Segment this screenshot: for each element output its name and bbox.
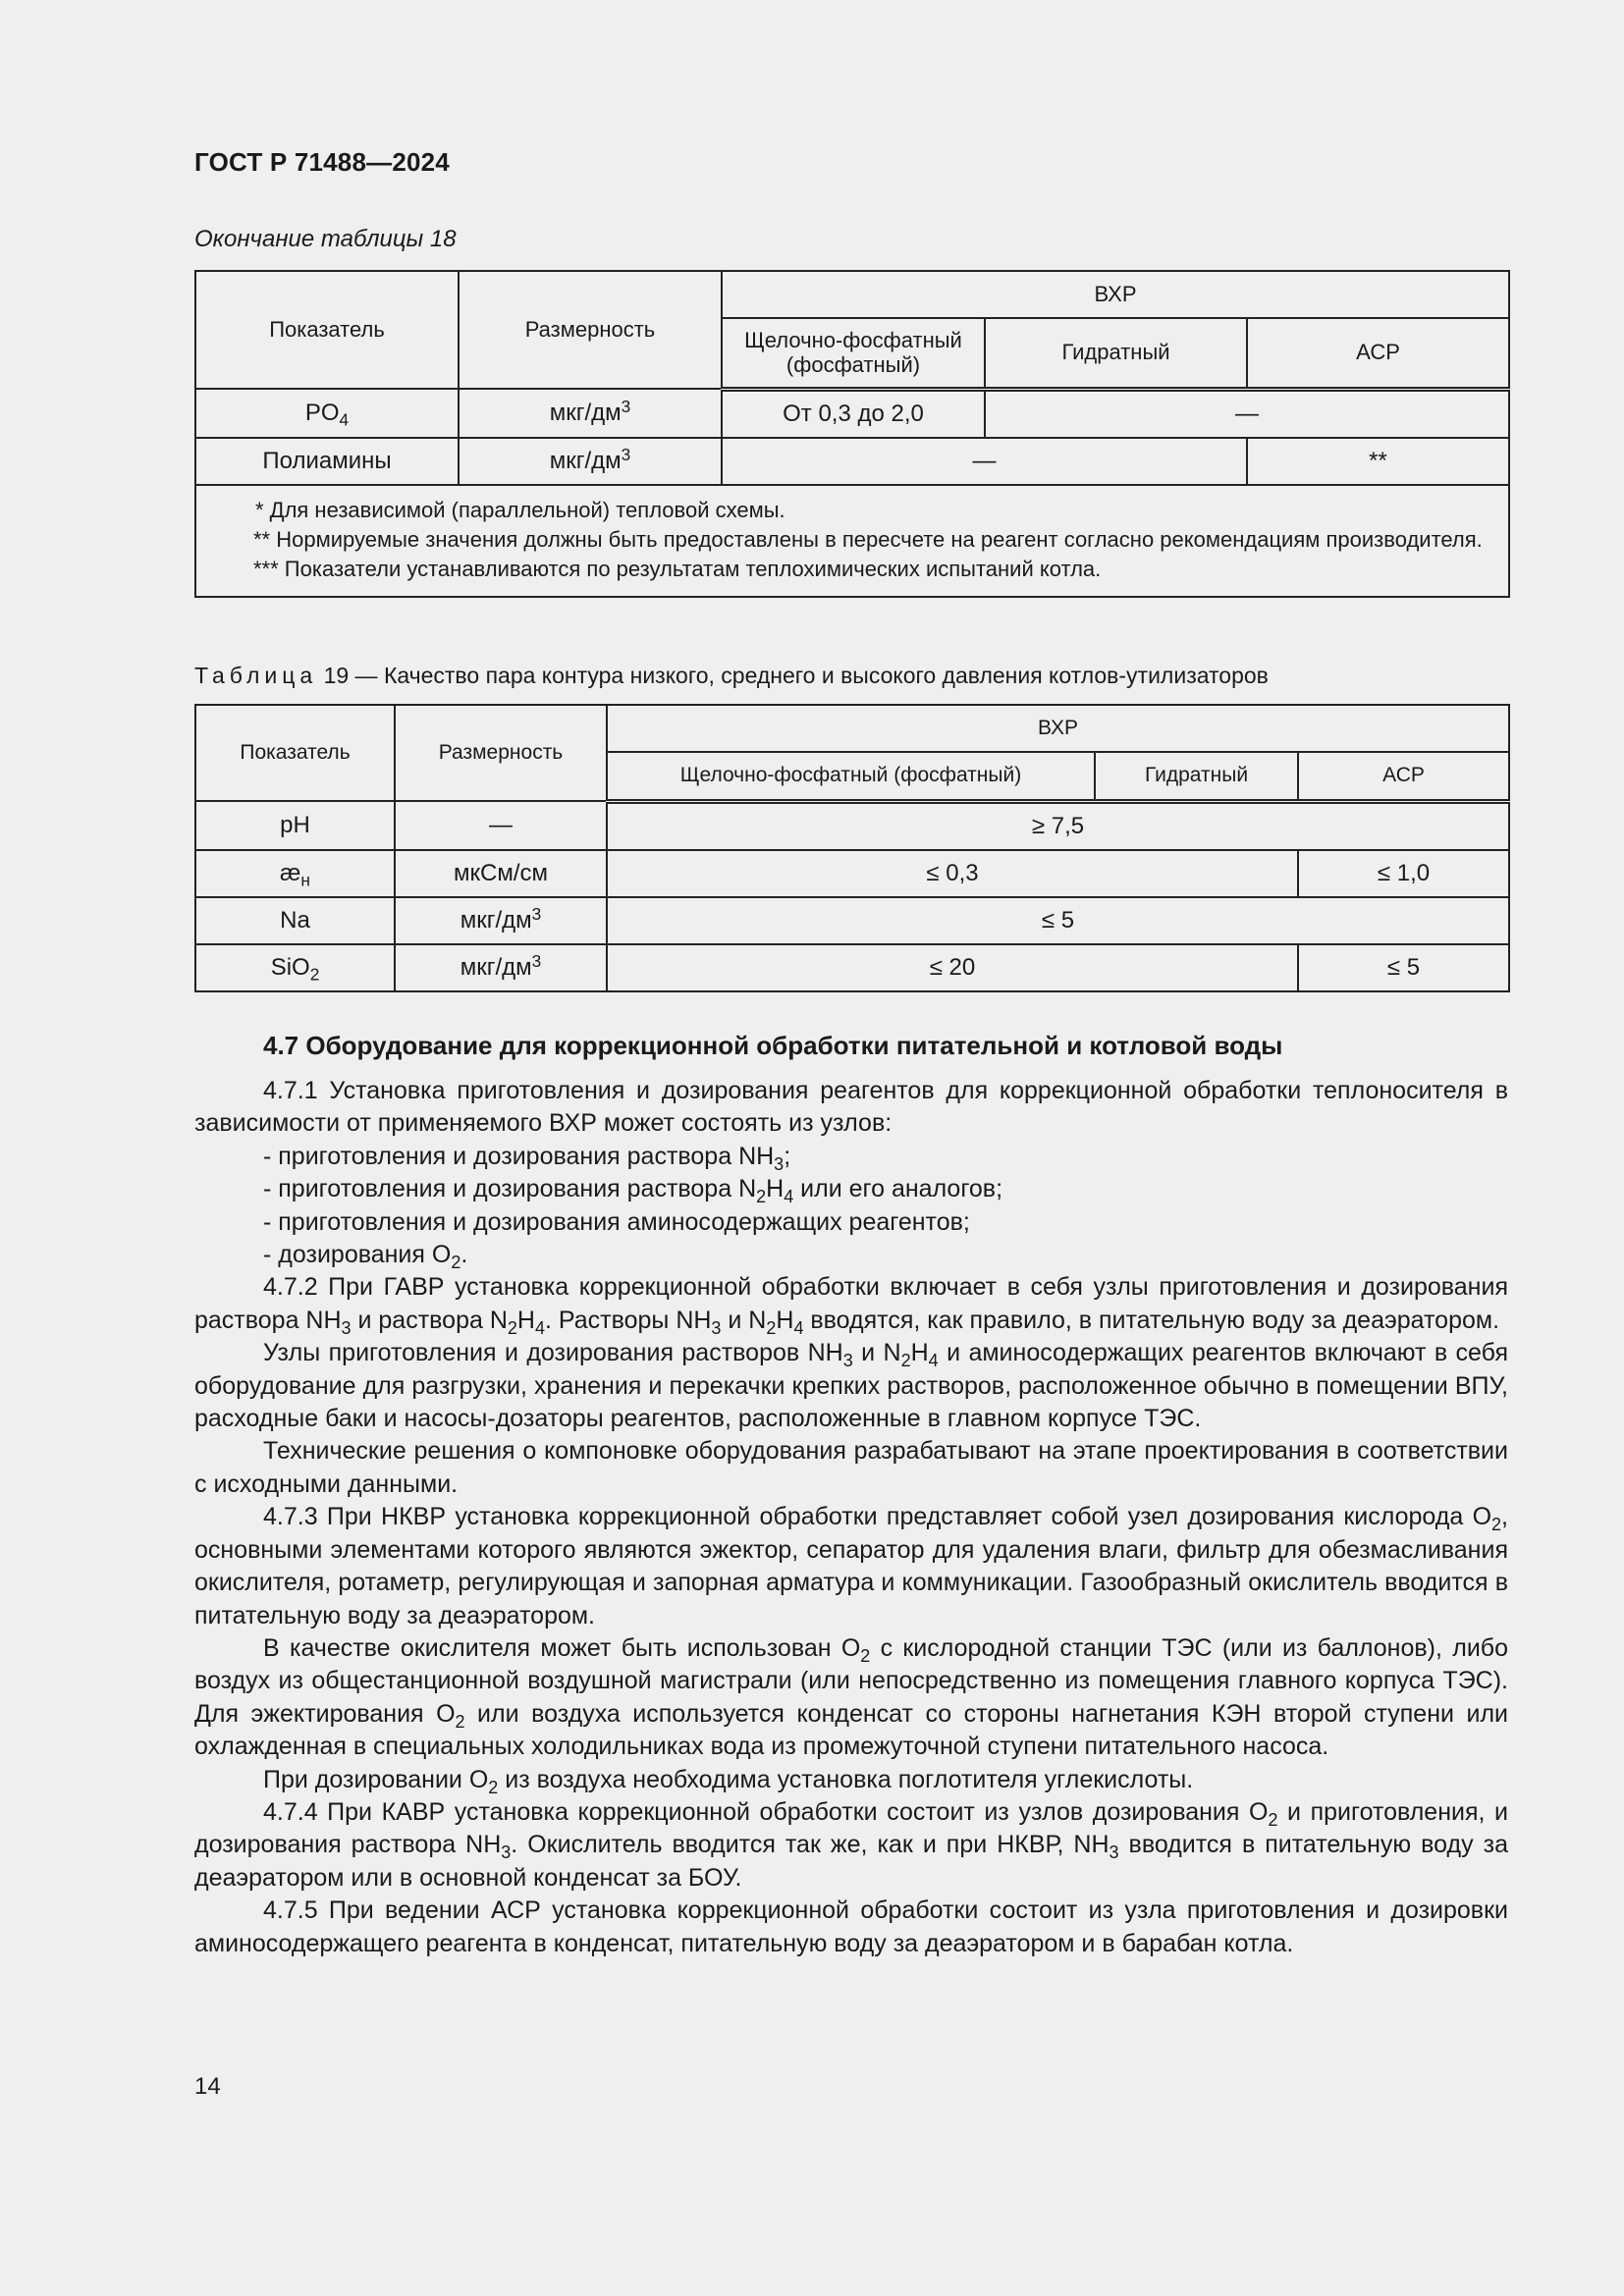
list-item: - приготовления и дозирования аминосодержащих реагентов; [263, 1207, 970, 1236]
list-item: - приготовления и дозирования раствора $N_2H_4$ или его аналогов; [263, 1175, 1003, 1206]
table-row [195, 850, 1509, 897]
header-unit: Размерность [395, 705, 607, 801]
table-row [195, 944, 1509, 991]
cell-value: ≤ 5 [1298, 944, 1509, 991]
cell-value: ** [1247, 438, 1509, 485]
table-18-continuation-caption: Окончание таблицы 18 [194, 226, 457, 252]
paragraph: При дозировании $O_2$ из воздуха необходима установка поглотителя углекислоты. [263, 1765, 1194, 1797]
table-18-notes [195, 485, 1509, 597]
cell-unit: мкг/$дм^3$ [459, 389, 722, 438]
header-unit: Размерность [459, 271, 722, 389]
header-hydrate: Гидратный [1095, 752, 1298, 801]
table-19-caption [194, 663, 1269, 689]
body-text [194, 1075, 1508, 1960]
cell-value: ≤ 20 [607, 944, 1298, 991]
cell-value: ≥ 7,5 [607, 801, 1509, 850]
cell-indicator: pH [195, 801, 395, 850]
header-vhr: ВХР [607, 705, 1509, 752]
header-hydrate: Гидратный [985, 318, 1247, 389]
header-asr: АСР [1298, 752, 1509, 801]
cell-indicator: $æ_н$ [195, 850, 395, 897]
table-row [195, 801, 1509, 850]
header-indicator: Показатель [195, 705, 395, 801]
table-row [195, 389, 1509, 438]
page-number: 14 [194, 2073, 221, 2100]
table-19 [194, 704, 1510, 992]
table-19-title: 19 — Качество пара контура низкого, среднего и высокого давления котлов-утилизаторов [323, 663, 1269, 688]
cell-indicator: $PO_4$ [195, 389, 459, 438]
paragraph: 4.7.5 При ведении АСР установка коррекционной обработки состоит из узла приготовления и дозировки аминосодержащего реагента в конденсат, питательную воду за деаэратором и в барабан котла. [194, 1896, 1508, 1957]
cell-indicator: Полиамины [195, 438, 459, 485]
cell-indicator: SiO$_2$ [195, 944, 395, 991]
list-item: - приготовления и дозирования раствора $NH_3$; [263, 1142, 791, 1174]
footnote: ** Нормируемые значения должны быть предоставлены в пересчете на реагент согласно рекомендациям производителя. [253, 526, 1483, 552]
header-indicator: Показатель [195, 271, 459, 389]
table-18 [194, 270, 1510, 598]
header-asr: АСР [1247, 318, 1509, 389]
paragraph: 4.7.2 При ГАВР установка коррекционной обработки включает в себя узлы приготовления и дозирования раствора $NH_3$ и раствора $N_2H_4$. Растворы $NH_3$ и $N_2H_4$ вводятся, как правило, в питательную воду за деаэратором. [194, 1273, 1508, 1338]
table-19-label: Таблица [194, 663, 318, 688]
paragraph: В качестве окислителя может быть использован $O_2$ с кислородной станции ТЭС (или из баллонов), либо воздух из общестанционной воздушной магистрали (или непосредственно из помещения главного корпуса ТЭС). Для эжектирования $O_2$ или воздуха используется конденсат со стороны нагнетания КЭН второй ступени или охлажденная в специальных холодильниках вода из промежуточной ступени питательного насоса. [194, 1633, 1509, 1761]
cell-unit: мкг/$дм^3$ [395, 944, 607, 991]
cell-unit: мкг/$дм^3$ [459, 438, 722, 485]
paragraph: 4.7.4 При КАВР установка коррекционной обработки состоит из узлов дозирования $O_2$ и приготовления, и дозирования раствора $NH_3$. Окислитель вводится так же, как и при НКВР, $NH_3$ вводится в питательную воду за деаэратором или в основной конденсат за БОУ. [194, 1797, 1508, 1892]
paragraph: 4.7.1 Установка приготовления и дозирования реагентов для коррекционной обработки теплоносителя в зависимости от применяемого ВХР может состоять из узлов: [194, 1077, 1508, 1138]
paragraph: 4.7.3 При НКВР установка коррекционной обработки представляет собой узел дозирования кислорода $O_2$, основными элементами которого являются эжектор, сепаратор для удаления влаги, фильтр для обезмасливания окислителя, ротаметр, регулирующая и запорная арматура и коммуникации. Газообразный окислитель вводится в питательную воду за деаэратором. [194, 1503, 1508, 1629]
cell-value: — [985, 389, 1509, 438]
cell-value: ≤ 0,3 [607, 850, 1298, 897]
cell-value: — [722, 438, 1247, 485]
cell-value: ≤ 5 [607, 897, 1509, 944]
footnote: * Для независимой (параллельной) тепловой схемы. [255, 497, 785, 522]
header-alkaline-phosphate: Щелочно-фосфатный (фосфатный) [607, 752, 1095, 801]
cell-unit: — [395, 801, 607, 850]
cell-value: От 0,3 до 2,0 [722, 389, 985, 438]
footnote: *** Показатели устанавливаются по результатам теплохимических испытаний котла. [253, 556, 1102, 581]
cell-unit: мкг/$дм^3$ [395, 897, 607, 944]
cell-unit: мкСм/см [395, 850, 607, 897]
paragraph: Узлы приготовления и дозирования растворов $NH_3$ и $N_2H_4$ и аминосодержащих реагентов включают в себя оборудование для разгрузки, хранения и перекачки крепких растворов, расположенное обычно в помещении ВПУ, расходные баки и насосы-дозаторы реагентов, расположенные в главном корпусе ТЭС. [194, 1339, 1508, 1433]
cell-indicator: Na [195, 897, 395, 944]
table-row [195, 438, 1509, 485]
header-alkaline-phosphate: Щелочно-фосфатный (фосфатный) [722, 318, 985, 389]
paragraph: Технические решения о компоновке оборудования разрабатывают на этапе проектирования в соответствии с исходными данными. [194, 1437, 1508, 1498]
table-row [195, 897, 1509, 944]
cell-value: ≤ 1,0 [1298, 850, 1509, 897]
header-vhr: ВХР [722, 271, 1509, 318]
list-item: - дозирования $O_2$. [263, 1241, 468, 1272]
document-header: ГОСТ Р 71488—2024 [194, 147, 450, 177]
section-title: 4.7 Оборудование для коррекционной обработки питательной и котловой воды [263, 1031, 1283, 1060]
